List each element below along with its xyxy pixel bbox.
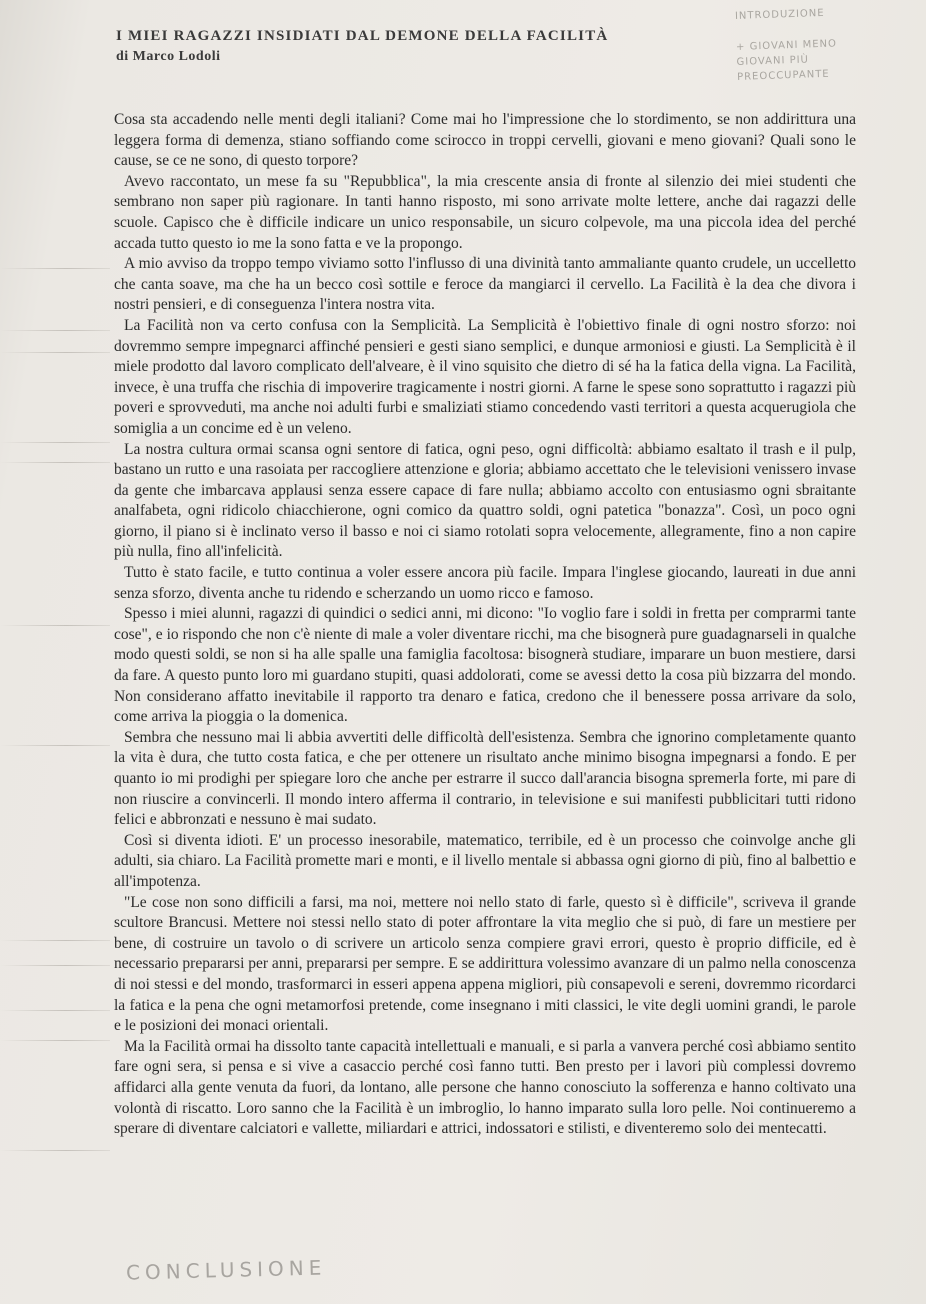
handwritten-note: GIOVANI PIÙ	[736, 54, 810, 68]
article-header	[116, 26, 736, 68]
handwritten-margin-notes	[735, 3, 908, 85]
paragraph: La Facilità non va certo confusa con la Semplicità. La Semplicità è l'obiettivo finale di ogni nostro sforzo: noi dovremmo sempre impegnarci affinché pensieri e gesti siano semplici, e dunque armoniosi e giusti. La Semplicità è il miele prodotto dal lavoro complicato dell'alveare, è il vino squisito che dietro di sé ha la fatica della vigna. La Facilità, invece, è una truffa che rischia di impoverire tragicamente i nostri giorni. A farne le spese sono soprattutto i ragazzi più poveri e sprovveduti, ma anche noi adulti furbi e smaliziati stiamo concedendo vasti territori a questa acquerugiola che somiglia a un concime ed è un veleno.	[114, 316, 856, 437]
paragraph: Cosa sta accadendo nelle menti degli italiani? Come mai ho l'impressione che lo stordimento, se non addirittura una leggera forma di demenza, stiano soffiando come scirocco in troppi cervelli, giovani e meno giovani? Quali sono le cause, se ce ne sono, di questo torpore?	[114, 111, 856, 170]
paragraph: "Le cose non sono difficili a farsi, ma noi, mettere noi nello stato di farle, questo sì è difficile", scriveva il grande scultore Brancusi. Mettere noi stessi nello stato di poter affrontare la vita meglio che si può, di fare un mestiere per bene, di costruire un tavolo o di scrivere un articolo senza compiere gravi errori, questo è proprio difficile, ed è necessario prepararsi per anni, prepararsi per sempre. E se addirittura volessimo avanzare di un palmo nella conoscenza di noi stessi e del mondo, trasformarci in esseri appena appena migliori, più consapevoli e sereni, dovremmo ricordarci la fatica e la pena che ogni metamorfosi pretende, come insegnano i miti classici, le vite degli uomini grandi, le parole e le posizioni dei monaci orientali.	[114, 893, 856, 1035]
paragraph: Avevo raccontato, un mese fa su "Repubblica", la mia crescente ansia di fronte al silenzio dei miei studenti che sembrano non saper più ragionare. In tanti hanno risposto, mi sono arrivate molte lettere, anche dai ragazzi delle scuole. Capisco che è difficile indicare un unico responsabile, un sicuro colpevole, ma una piccola idea del perché accada tutto questo io me la sono fatta e ve la propongo.	[114, 172, 856, 252]
margin-line	[0, 352, 110, 353]
paragraph: Ma la Facilità ormai ha dissolto tante capacità intellettuali e manuali, e si parla a vanvera perché così abbiamo sentito fare ogni sera, si pensa e si vive a casaccio perché così fanno tutti. Ben presto per i lavori più complessi dovremo affidarci alla gente venuta da fuori, da lontano, alle persone che hanno conosciuto la sofferenza e hanno coltivato una volontà di riscatto. Loro sanno che la Facilità è un imbroglio, lo hanno imparato sulla loro pelle. Noi continueremo a sperare di diventare calciatori e vallette, miliardari e attrici, indossatori e stilisti, e diventeremo solo dei mentecatti.	[114, 1037, 856, 1138]
handwritten-conclusion-note: CONCLUSIONE	[125, 1255, 327, 1285]
article-author: di Marco Lodoli	[116, 49, 221, 64]
margin-line	[0, 462, 110, 463]
paragraph: Tutto è stato facile, e tutto continua a voler essere ancora più facile. Impara l'inglese giocando, laureati in due anni senza sforzo, diventa anche tu ridendo e scherzando un uomo ricco e famoso.	[114, 564, 856, 602]
paragraph: A mio avviso da troppo tempo viviamo sotto l'influsso di una divinità tanto ammaliante quanto crudele, un uccelletto che canta soave, ma che ha un becco così sottile e feroce da mangiarci il cervello. La Facilità è la dea che divora i nostri pensieri, e di conseguenza l'intera nostra vita.	[114, 255, 856, 314]
paragraph: Così si diventa idioti. E' un processo inesorabile, matematico, terribile, ed è un processo che coinvolge anche gli adulti, sia chiaro. La Facilità promette mari e monti, e il livello mentale si abbassa ogni giorno di più, fino al balbettio e all'impotenza.	[114, 831, 856, 890]
margin-line	[0, 330, 110, 331]
handwritten-note: INTRODUZIONE	[734, 7, 825, 22]
margin-line	[0, 745, 110, 746]
left-margin-marks	[0, 0, 110, 1304]
handwritten-note: + GIOVANI MENO	[735, 38, 838, 53]
paragraph: La nostra cultura ormai scansa ogni sentore di fatica, ogni peso, ogni difficoltà: abbiamo esaltato il trash e il pulp, bastano un rutto e una rasoiata per raccogliere attenzione e gloria; abbiamo accettato che le televisioni venissero invase da gente che imbarcava applausi senza essere capace di fare nulla; abbiamo accolto con entusiasmo ogni sbraitante analfabeta, ogni ridicolo chiacchierone, ogni comico da quattro soldi, ogni patetica "bonazza". Così, un poco ogni giorno, il piano si è inclinato verso il basso e noi ci siamo rotolati sopra velocemente, allegramente, fino a non capire più nulla, fino all'infelicità.	[114, 440, 856, 561]
margin-line	[0, 940, 110, 941]
article-title: I MIEI RAGAZZI INSIDIATI DAL DEMONE DELLA FACILITÀ	[116, 28, 609, 44]
handwritten-note: PREOCCUPANTE	[736, 68, 830, 83]
margin-line	[0, 268, 110, 269]
article-body	[114, 110, 856, 1140]
margin-line	[0, 625, 110, 626]
margin-line	[0, 1010, 110, 1011]
margin-line	[0, 442, 110, 443]
margin-line	[0, 965, 110, 966]
paragraph: Spesso i miei alunni, ragazzi di quindici o sedici anni, mi dicono: "Io voglio fare i soldi in fretta per comprarmi tante cose", e io rispondo che non c'è niente di male a voler diventare ricchi, ma che bisognerà pure guadagnarseli in qualche modo questi soldi, se non si ha alle spalle una famiglia facoltosa: bisognerà studiare, imparare un buon mestiere, darsi da fare. A questo punto loro mi guardano stupiti, quasi addolorati, come se avessi detto la cosa più bizzarra del mondo. Non considerano affatto inevitabile il rapporto tra denaro e fatica, credono che il benessere possa arrivare da solo, come arriva la pioggia o la domenica.	[114, 605, 856, 726]
paragraph: Sembra che nessuno mai li abbia avvertiti delle difficoltà dell'esistenza. Sembra che ignorino completamente quanto la vita è dura, che tutto costa fatica, e che per ottenere un risultato anche minimo bisogna impegnarsi a fondo. E per quanto io mi prodighi per spiegare loro che anche per estrarre il succo dall'arancia bisogna spremerla forte, mi pare di non riuscire a convincerli. Il mondo intero afferma il contrario, in televisione e sui manifesti pubblicitari tutti ridono felici e abbronzati e nessuno è mai sudato.	[114, 728, 856, 829]
margin-line	[0, 1040, 110, 1041]
margin-line	[0, 1150, 110, 1151]
